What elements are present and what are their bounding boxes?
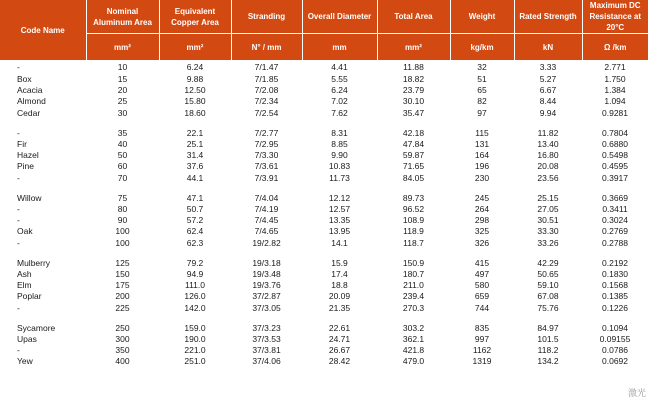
- cell-rated-strength: 9.94: [539, 107, 557, 118]
- cell-weight: 264: [474, 204, 490, 215]
- cell-nominal-area: 10: [117, 62, 128, 72]
- cell-weight: 196: [474, 161, 490, 172]
- cell-nominal-area: 350: [115, 345, 130, 356]
- cell-nominal-area: 150: [115, 269, 130, 280]
- unit-weight: kg/km: [450, 34, 514, 61]
- cell-total-area: 84.05: [402, 172, 425, 183]
- cell-copper-area: 18.60: [184, 107, 206, 118]
- table-row: [0, 204, 648, 215]
- cell-total-area: 30.10: [402, 96, 425, 107]
- watermark: 激光: [627, 389, 646, 399]
- cell-dc-resistance: 0.0692: [602, 356, 628, 367]
- cell-dc-resistance: 0.1830: [602, 269, 628, 280]
- cell-overall-diameter: 6.24: [331, 85, 348, 96]
- group-separator: [0, 249, 648, 258]
- cell-stranding: 7/2.34: [254, 96, 279, 107]
- cell-copper-area: 159.0: [184, 322, 206, 333]
- table-header: [0, 0, 648, 61]
- cell-overall-diameter: 28.42: [328, 356, 351, 367]
- cell-overall-diameter: 15.9: [331, 257, 348, 268]
- table-row: [0, 226, 648, 237]
- cell-code-name: -: [17, 172, 20, 183]
- cell-overall-diameter: 13.95: [328, 226, 351, 237]
- cell-overall-diameter: 12.12: [328, 192, 351, 203]
- cell-copper-area: 142.0: [184, 302, 206, 313]
- cell-total-area: 479.0: [402, 356, 425, 367]
- cell-weight: 325: [474, 226, 490, 237]
- cell-rated-strength: 33.26: [537, 237, 559, 248]
- cell-stranding: 7/1.47: [254, 62, 279, 72]
- table-row: [0, 108, 648, 119]
- cell-rated-strength: 134.2: [537, 356, 559, 367]
- cell-dc-resistance: 0.5498: [602, 150, 628, 161]
- cell-total-area: 96.52: [402, 204, 425, 215]
- cell-total-area: 11.88: [403, 62, 424, 72]
- cell-rated-strength: 84.97: [537, 322, 559, 333]
- cell-stranding: 19/2.82: [252, 237, 281, 248]
- table-row: [0, 139, 648, 150]
- cell-rated-strength: 8.44: [539, 96, 557, 107]
- cell-nominal-area: 50: [117, 150, 128, 161]
- cell-dc-resistance: 0.6880: [602, 139, 628, 150]
- cell-code-name: Ash: [17, 269, 32, 280]
- cell-code-name: -: [17, 237, 20, 248]
- cell-stranding: 7/2.54: [254, 107, 279, 118]
- cell-code-name: Fir: [17, 139, 27, 150]
- cell-stranding: 19/3.48: [252, 269, 281, 280]
- cell-copper-area: 25.1: [186, 139, 204, 150]
- cell-code-name: Poplar: [17, 291, 42, 302]
- cell-dc-resistance: 1.094: [604, 96, 626, 107]
- cell-overall-diameter: 5.55: [331, 74, 348, 84]
- cell-total-area: 150.9: [402, 257, 425, 268]
- cell-code-name: Sycamore: [17, 322, 56, 333]
- cell-rated-strength: 75.76: [537, 302, 559, 313]
- cell-dc-resistance: 0.0786: [602, 345, 628, 356]
- cell-weight: 497: [474, 269, 490, 280]
- cell-weight: 97: [477, 107, 487, 118]
- header-copper-area: Equivalent Copper Area: [159, 0, 231, 34]
- cell-nominal-area: 60: [117, 161, 128, 172]
- cell-copper-area: 79.2: [186, 257, 204, 268]
- cell-weight: 835: [474, 322, 490, 333]
- cell-copper-area: 94.9: [186, 269, 204, 280]
- cell-nominal-area: 15: [117, 74, 128, 84]
- cell-nominal-area: 250: [115, 322, 130, 333]
- cell-weight: 326: [474, 237, 490, 248]
- table-row: [0, 345, 648, 356]
- cell-weight: 65: [477, 85, 487, 96]
- cell-stranding: 7/2.95: [254, 139, 279, 150]
- cell-overall-diameter: 14.1: [331, 237, 348, 248]
- cell-copper-area: 12.50: [184, 85, 206, 96]
- cell-rated-strength: 27.05: [537, 204, 559, 215]
- cell-code-name: Elm: [17, 280, 32, 291]
- cell-total-area: 180.7: [402, 269, 425, 280]
- cell-rated-strength: 16.80: [537, 150, 559, 161]
- cell-copper-area: 6.24: [186, 62, 204, 72]
- cell-rated-strength: 42.29: [537, 257, 559, 268]
- cell-nominal-area: 300: [115, 334, 130, 345]
- cell-nominal-area: 100: [115, 237, 130, 248]
- cell-dc-resistance: 0.3024: [602, 215, 628, 226]
- cell-stranding: 7/2.77: [254, 127, 279, 138]
- cell-nominal-area: 35: [117, 127, 128, 138]
- cell-nominal-area: 40: [117, 139, 128, 150]
- cell-dc-resistance: 0.3917: [602, 172, 628, 183]
- cell-total-area: 35.47: [402, 107, 425, 118]
- group-separator-cell: [0, 249, 648, 258]
- cell-dc-resistance: 2.771: [604, 62, 626, 72]
- cell-rated-strength: 3.33: [539, 62, 557, 72]
- cell-code-name: -: [17, 127, 20, 138]
- cell-dc-resistance: 0.1094: [602, 322, 628, 333]
- cell-weight: 1319: [472, 356, 492, 367]
- table-row: [0, 258, 648, 269]
- cell-weight: 164: [474, 150, 490, 161]
- cell-total-area: 118.9: [403, 226, 424, 237]
- cell-weight: 32: [477, 62, 487, 72]
- cell-weight: 230: [474, 172, 490, 183]
- cell-total-area: 23.79: [402, 85, 425, 96]
- cell-stranding: 7/2.08: [254, 85, 279, 96]
- cell-code-name: Upas: [17, 334, 37, 345]
- cell-code-name: -: [17, 62, 20, 72]
- cell-dc-resistance: 0.1226: [602, 302, 628, 313]
- cell-total-area: 421.8: [402, 345, 425, 356]
- unit-copper-area: mm²: [159, 34, 231, 61]
- header-code-name: Code Name: [0, 0, 86, 61]
- cell-overall-diameter: 4.41: [331, 62, 348, 72]
- cell-rated-strength: 33.30: [537, 226, 559, 237]
- cell-weight: 997: [474, 334, 490, 345]
- cell-stranding: 37/3.53: [252, 334, 281, 345]
- cell-overall-diameter: 12.57: [328, 204, 351, 215]
- cell-weight: 1162: [472, 345, 492, 356]
- table-row: [0, 128, 648, 139]
- cell-overall-diameter: 17.4: [331, 269, 348, 280]
- cell-total-area: 89.73: [402, 192, 425, 203]
- cell-dc-resistance: 0.3411: [602, 204, 628, 215]
- cell-copper-area: 15.80: [184, 96, 206, 107]
- cell-nominal-area: 200: [115, 291, 130, 302]
- table-row: [0, 238, 648, 249]
- cell-nominal-area: 20: [117, 85, 128, 96]
- unit-rated-strength: kN: [514, 34, 582, 61]
- cell-rated-strength: 30.51: [537, 215, 559, 226]
- cell-stranding: 7/4.65: [254, 226, 279, 237]
- cell-nominal-area: 100: [115, 226, 130, 237]
- cell-copper-area: 9.88: [186, 74, 204, 84]
- cell-stranding: 7/3.61: [254, 161, 279, 172]
- cell-code-name: -: [17, 215, 20, 226]
- cell-overall-diameter: 7.02: [331, 96, 348, 107]
- cell-copper-area: 190.0: [184, 334, 206, 345]
- cell-total-area: 71.65: [402, 161, 425, 172]
- group-separator: [0, 314, 648, 323]
- cell-overall-diameter: 11.73: [329, 172, 350, 183]
- cell-dc-resistance: 0.7804: [602, 127, 628, 138]
- cell-dc-resistance: 0.3669: [602, 192, 628, 203]
- group-separator-cell: [0, 184, 648, 193]
- cell-stranding: 7/3.30: [254, 150, 279, 161]
- cell-weight: 415: [474, 257, 490, 268]
- cell-overall-diameter: 18.8: [331, 280, 348, 291]
- group-separator-cell: [0, 119, 648, 128]
- cell-weight: 580: [474, 280, 490, 291]
- cell-nominal-area: 70: [117, 172, 128, 183]
- cell-total-area: 362.1: [402, 334, 425, 345]
- cell-code-name: -: [17, 302, 20, 313]
- cell-nominal-area: 175: [115, 280, 130, 291]
- cell-nominal-area: 90: [117, 215, 128, 226]
- cell-dc-resistance: 0.4595: [602, 161, 628, 172]
- unit-total-area: mm²: [377, 34, 450, 61]
- cell-total-area: 270.3: [402, 302, 425, 313]
- table-row: [0, 334, 648, 345]
- header-nominal-area: Nominal Aluminum Area: [86, 0, 159, 34]
- cell-stranding: 7/3.91: [254, 172, 279, 183]
- cell-copper-area: 57.2: [186, 215, 204, 226]
- cell-stranding: 37/3.81: [252, 345, 281, 356]
- cell-nominal-area: 75: [117, 192, 128, 203]
- cell-overall-diameter: 7.62: [331, 107, 348, 118]
- cell-dc-resistance: 0.2192: [602, 257, 628, 268]
- cell-total-area: 239.4: [402, 291, 425, 302]
- cell-code-name: -: [17, 204, 20, 215]
- cell-weight: 245: [474, 192, 490, 203]
- cell-copper-area: 31.4: [186, 150, 204, 161]
- table-row: [0, 61, 648, 75]
- cell-nominal-area: 30: [117, 107, 128, 118]
- unit-nominal-area: mm²: [86, 34, 159, 61]
- cell-code-name: Almond: [17, 96, 46, 107]
- cell-copper-area: 251.0: [184, 356, 206, 367]
- table-row: [0, 356, 648, 367]
- cell-stranding: 37/4.06: [252, 356, 281, 367]
- cell-dc-resistance: 0.1568: [602, 280, 628, 291]
- cell-rated-strength: 50.65: [537, 269, 559, 280]
- cell-total-area: 108.9: [402, 215, 425, 226]
- cell-rated-strength: 118.2: [537, 345, 559, 356]
- header-dc-resistance: Maximum DC Resistance at 20°C: [582, 0, 648, 34]
- cell-dc-resistance: 0.2788: [602, 237, 628, 248]
- cell-nominal-area: 80: [117, 204, 128, 215]
- cell-copper-area: 111.0: [184, 280, 205, 291]
- cell-rated-strength: 59.10: [537, 280, 559, 291]
- cell-code-name: -: [17, 345, 20, 356]
- cell-weight: 659: [474, 291, 490, 302]
- table-row: [0, 193, 648, 204]
- cell-total-area: 211.0: [403, 280, 424, 291]
- cell-stranding: 7/4.04: [254, 192, 279, 203]
- cell-dc-resistance: 1.384: [604, 85, 626, 96]
- cell-rated-strength: 6.67: [539, 85, 557, 96]
- cell-dc-resistance: 0.2769: [602, 226, 628, 237]
- table-row: [0, 280, 648, 291]
- header-rated-strength: Rated Strength: [514, 0, 582, 34]
- cell-copper-area: 47.1: [186, 192, 204, 203]
- unit-dc-resistance: Ω /km: [582, 34, 648, 61]
- cell-rated-strength: 23.56: [537, 172, 559, 183]
- cell-stranding: 37/3.23: [252, 322, 281, 333]
- cell-copper-area: 62.3: [186, 237, 204, 248]
- table-row: [0, 269, 648, 280]
- cell-code-name: Box: [17, 74, 32, 84]
- table-row: [0, 150, 648, 161]
- cell-overall-diameter: 21.35: [328, 302, 351, 313]
- table-row: [0, 74, 648, 85]
- cell-nominal-area: 125: [115, 257, 130, 268]
- cell-weight: 744: [474, 302, 490, 313]
- table-row: [0, 303, 648, 314]
- cell-stranding: 37/3.05: [252, 302, 281, 313]
- header-overall-diameter: Overall Diameter: [302, 0, 377, 34]
- cell-total-area: 18.82: [402, 74, 425, 84]
- cell-rated-strength: 20.08: [537, 161, 559, 172]
- cell-nominal-area: 225: [115, 302, 130, 313]
- cell-copper-area: 126.0: [184, 291, 206, 302]
- cell-dc-resistance: 1.750: [604, 74, 626, 84]
- cell-weight: 298: [474, 215, 490, 226]
- cell-code-name: Acacia: [17, 85, 43, 96]
- cell-dc-resistance: 0.09155: [599, 334, 631, 345]
- cell-weight: 115: [475, 127, 489, 138]
- cell-nominal-area: 25: [117, 96, 128, 107]
- cell-rated-strength: 11.82: [537, 127, 559, 138]
- cell-code-name: Willow: [17, 192, 42, 203]
- cell-overall-diameter: 9.90: [331, 150, 348, 161]
- cell-weight: 51: [477, 74, 487, 84]
- cell-copper-area: 22.1: [186, 127, 204, 138]
- cell-copper-area: 37.6: [186, 161, 204, 172]
- cell-stranding: 19/3.18: [252, 257, 281, 268]
- cell-total-area: 42.18: [402, 127, 425, 138]
- cell-code-name: Pine: [17, 161, 35, 172]
- cell-weight: 131: [474, 139, 490, 150]
- cell-total-area: 47.84: [402, 139, 425, 150]
- table-row: [0, 173, 648, 184]
- header-weight: Weight: [450, 0, 514, 34]
- cell-total-area: 59.87: [402, 150, 425, 161]
- cell-copper-area: 221.0: [184, 345, 206, 356]
- cell-dc-resistance: 0.1385: [602, 291, 628, 302]
- cell-rated-strength: 13.40: [537, 139, 559, 150]
- cell-stranding: 7/4.45: [254, 215, 279, 226]
- cell-overall-diameter: 13.35: [328, 215, 351, 226]
- group-separator-cell: [0, 314, 648, 323]
- group-separator: [0, 119, 648, 128]
- cell-copper-area: 62.4: [186, 226, 204, 237]
- table-row: [0, 291, 648, 302]
- cell-overall-diameter: 20.09: [328, 291, 351, 302]
- cell-code-name: Mulberry: [17, 257, 51, 268]
- table-row: [0, 323, 648, 334]
- cell-overall-diameter: 26.67: [328, 345, 351, 356]
- cell-stranding: 19/3.76: [252, 280, 281, 291]
- cell-rated-strength: 101.5: [537, 334, 559, 345]
- cell-stranding: 7/1.85: [254, 74, 279, 84]
- cell-overall-diameter: 10.83: [328, 161, 351, 172]
- cell-nominal-area: 400: [115, 356, 130, 367]
- header-stranding: Stranding: [231, 0, 302, 34]
- table-row: [0, 96, 648, 107]
- cell-code-name: Cedar: [17, 107, 41, 118]
- cell-rated-strength: 67.08: [537, 291, 559, 302]
- table-body: [0, 61, 648, 368]
- table-row: [0, 215, 648, 226]
- cell-rated-strength: 5.27: [539, 74, 557, 84]
- cell-rated-strength: 25.15: [537, 192, 559, 203]
- cell-weight: 82: [477, 96, 487, 107]
- cell-stranding: 7/4.19: [254, 204, 279, 215]
- unit-overall-diameter: mm: [302, 34, 377, 61]
- cell-code-name: Yew: [17, 356, 33, 367]
- header-total-area: Total Area: [377, 0, 450, 34]
- cell-overall-diameter: 22.61: [328, 322, 351, 333]
- cell-code-name: Hazel: [17, 150, 39, 161]
- cell-overall-diameter: 24.71: [328, 334, 351, 345]
- cell-overall-diameter: 8.85: [331, 139, 348, 150]
- cell-copper-area: 44.1: [186, 172, 204, 183]
- table-row: [0, 161, 648, 172]
- cell-copper-area: 50.7: [186, 204, 204, 215]
- cell-dc-resistance: 0.9281: [602, 107, 628, 118]
- cell-total-area: 303.2: [402, 322, 425, 333]
- cell-total-area: 118.7: [403, 237, 424, 248]
- cell-stranding: 37/2.87: [252, 291, 281, 302]
- cell-overall-diameter: 8.31: [331, 127, 348, 138]
- table-row: [0, 85, 648, 96]
- group-separator: [0, 184, 648, 193]
- unit-stranding: N° / mm: [231, 34, 302, 61]
- cell-code-name: Oak: [17, 226, 33, 237]
